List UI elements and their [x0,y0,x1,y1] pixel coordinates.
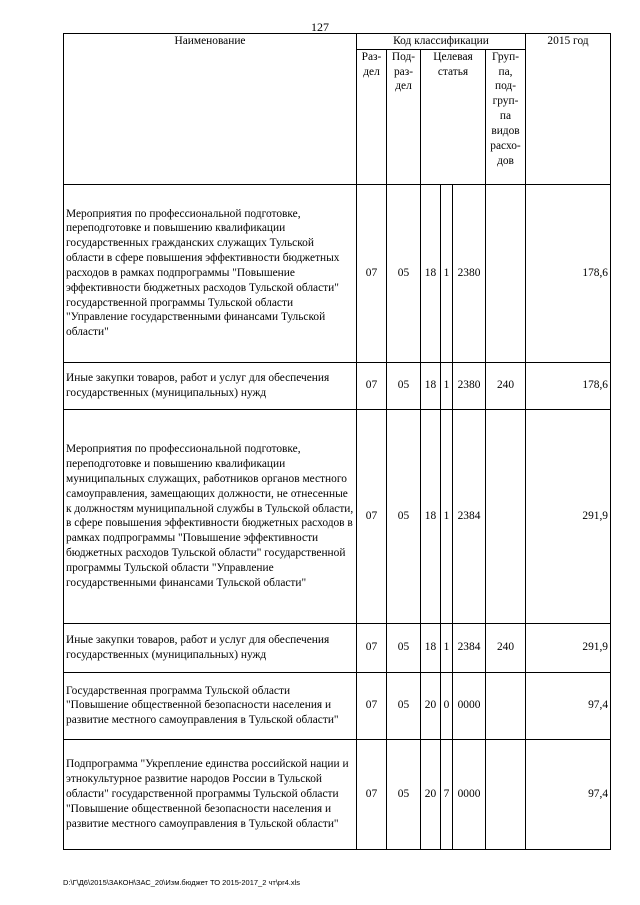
row-expense-group [486,739,526,849]
row-name: Мероприятия по профессиональной подготовке, переподготовке и повышению квалификации государственных гражданских служащих Тульской области в сфере повышения эффективности бюджетных расходов в рамках подпрограммы "Повышение эффективности бюджетных расходов Тульской области" государственной программы Тульской области "Управление государственными финансами Тульской области" [64,184,357,362]
row-amount: 291,9 [526,409,611,623]
header-subsection: Под- раз- дел [387,49,421,184]
row-target-2: 1 [441,362,453,409]
row-target-1: 18 [421,409,441,623]
row-expense-group: 240 [486,623,526,672]
row-amount: 178,6 [526,362,611,409]
row-target-3: 2380 [453,362,486,409]
table-row [64,184,611,362]
row-target-1: 18 [421,362,441,409]
row-target-1: 20 [421,672,441,739]
row-target-1: 20 [421,739,441,849]
table-row [64,362,611,409]
row-amount: 178,6 [526,184,611,362]
row-target-2: 0 [441,672,453,739]
row-target-1: 18 [421,184,441,362]
row-section: 07 [357,672,387,739]
row-expense-group [486,184,526,362]
row-target-2: 1 [441,409,453,623]
row-target-2: 7 [441,739,453,849]
header-section: Раз- дел [357,49,387,184]
header-expense-group: Груп- па, под- груп- па видов расхо- дов [486,49,526,184]
row-subsection: 05 [387,409,421,623]
row-amount: 291,9 [526,623,611,672]
row-name: Государственная программа Тульской области "Повышение общественной безопасности населения и развитие местного самоуправления в Тульской области" [64,672,357,739]
row-name: Мероприятия по профессиональной подготовке, переподготовке и повышению квалификации муниципальных служащих, работников органов местного самоуправления, замещающих должности, не отнесенные к должностям муниципальной службы в Тульской области, в сфере повышения эффективности бюджетных расходов в рамках подпрограммы "Повышение эффективности бюджетных расходов Тульской области" государственной программы Тульской области "Управление государственными финансами Тульской области" [64,409,357,623]
row-name: Иные закупки товаров, работ и услуг для обеспечения государственных (муниципальных) нужд [64,362,357,409]
row-target-3: 2384 [453,623,486,672]
row-subsection: 05 [387,184,421,362]
header-row-1 [64,34,611,50]
row-section: 07 [357,184,387,362]
row-target-3: 2380 [453,184,486,362]
row-target-2: 1 [441,184,453,362]
header-target-article: Целевая статья [421,49,486,184]
table-row [64,623,611,672]
budget-table [63,33,611,850]
page-number: 127 [311,20,329,34]
row-section: 07 [357,362,387,409]
row-subsection: 05 [387,672,421,739]
row-target-3: 0000 [453,739,486,849]
row-subsection: 05 [387,623,421,672]
table-row [64,409,611,623]
row-expense-group: 240 [486,362,526,409]
row-section: 07 [357,739,387,849]
row-section: 07 [357,409,387,623]
row-section: 07 [357,623,387,672]
row-expense-group [486,409,526,623]
row-expense-group [486,672,526,739]
row-name: Подпрограмма "Укрепление единства российской нации и этнокультурное развитие народов России в Тульской области" государственной программы Тульской области "Повышение общественной безопасности населения и развитие местного самоуправления в Тульской области" [64,739,357,849]
header-classification: Код классификации [357,34,526,50]
row-target-2: 1 [441,623,453,672]
row-target-1: 18 [421,623,441,672]
header-year: 2015 год [526,34,611,185]
row-target-3: 0000 [453,672,486,739]
row-subsection: 05 [387,739,421,849]
row-amount: 97,4 [526,739,611,849]
row-subsection: 05 [387,362,421,409]
file-path-footer: D:\Г\Д6\2015\ЗАКОН\ЗАС_20\Изм.бюджет ТО 2015-2017_2 чт\pr4.xls [63,878,300,887]
row-target-3: 2384 [453,409,486,623]
table-row [64,672,611,739]
row-amount: 97,4 [526,672,611,739]
row-name: Иные закупки товаров, работ и услуг для обеспечения государственных (муниципальных) нужд [64,623,357,672]
header-name: Наименование [64,34,357,185]
table-row [64,739,611,849]
